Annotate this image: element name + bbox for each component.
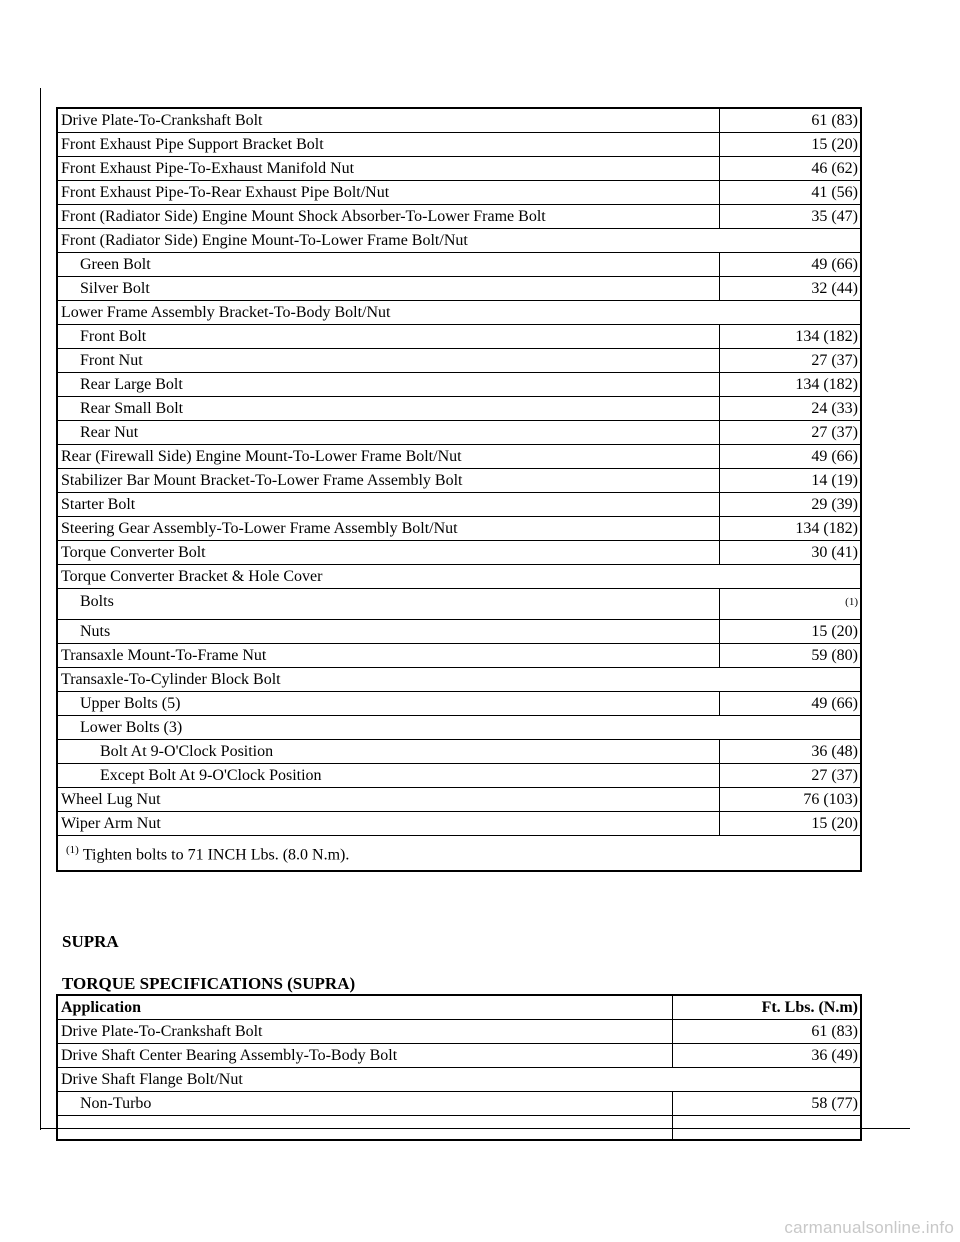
row-value: 15 (20): [720, 620, 861, 644]
row-label: Front (Radiator Side) Engine Mount-To-Lower Frame Bolt/Nut: [57, 229, 861, 253]
table-row: [57, 620, 861, 644]
row-value: 35 (47): [720, 205, 861, 229]
table-row: [57, 589, 861, 620]
table-row: [57, 716, 861, 740]
row-value: 24 (33): [720, 397, 861, 421]
row-value: 58 (77): [672, 1092, 861, 1116]
row-value: 49 (66): [720, 445, 861, 469]
table-row: [57, 373, 861, 397]
table-row: [57, 445, 861, 469]
row-label: Stabilizer Bar Mount Bracket-To-Lower Frame Assembly Bolt: [57, 469, 720, 493]
table-row: [57, 301, 861, 325]
row-label: [57, 1116, 672, 1141]
header-application: Application: [57, 995, 672, 1020]
table-row: [57, 1068, 861, 1092]
table-row: [57, 397, 861, 421]
row-value: 36 (48): [720, 740, 861, 764]
row-value: 49 (66): [720, 692, 861, 716]
table-row: [57, 1044, 861, 1068]
row-label: Drive Plate-To-Crankshaft Bolt: [57, 1020, 672, 1044]
row-label: Lower Frame Assembly Bracket-To-Body Bolt/Nut: [57, 301, 861, 325]
row-label: Bolt At 9-O'Clock Position: [57, 740, 720, 764]
table-row: [57, 668, 861, 692]
table-row: [57, 565, 861, 589]
row-value: 61 (83): [672, 1020, 861, 1044]
row-label: Front Exhaust Pipe-To-Rear Exhaust Pipe Bolt/Nut: [57, 181, 720, 205]
row-label: Rear (Firewall Side) Engine Mount-To-Lower Frame Bolt/Nut: [57, 445, 720, 469]
table-row: [57, 764, 861, 788]
row-label: Drive Shaft Center Bearing Assembly-To-Body Bolt: [57, 1044, 672, 1068]
row-label: Wiper Arm Nut: [57, 812, 720, 836]
footnote-marker: (1): [66, 844, 79, 857]
row-label: Except Bolt At 9-O'Clock Position: [57, 764, 720, 788]
table-row: [57, 349, 861, 373]
row-value: 27 (37): [720, 421, 861, 445]
row-value: (1): [720, 589, 861, 620]
row-label: Transaxle Mount-To-Frame Nut: [57, 644, 720, 668]
table-header-row: [57, 995, 861, 1020]
row-value: 32 (44): [720, 277, 861, 301]
row-value: 14 (19): [720, 469, 861, 493]
row-label: Bolts: [57, 589, 720, 620]
row-label: Non-Turbo: [57, 1092, 672, 1116]
footnote: [57, 836, 861, 872]
row-label: Nuts: [57, 620, 720, 644]
watermark: carmanualsonline.info: [784, 1218, 954, 1237]
table-row: [57, 692, 861, 716]
section-title: SUPRA: [62, 932, 119, 951]
table-title: TORQUE SPECIFICATIONS (SUPRA): [62, 974, 356, 993]
table-row: [57, 253, 861, 277]
table-row: [57, 181, 861, 205]
row-value: 49 (66): [720, 253, 861, 277]
footnote-row: [57, 836, 861, 872]
table-row: [57, 493, 861, 517]
table-row: [57, 469, 861, 493]
page-left-rule: [40, 88, 41, 1130]
row-label: Rear Large Bolt: [57, 373, 720, 397]
row-value: 134 (182): [720, 325, 861, 349]
row-label: Steering Gear Assembly-To-Lower Frame Assembly Bolt/Nut: [57, 517, 720, 541]
row-label: Torque Converter Bolt: [57, 541, 720, 565]
table-row: [57, 1092, 861, 1116]
row-value: 59 (80): [720, 644, 861, 668]
row-label: Rear Nut: [57, 421, 720, 445]
torque-table-supra: [56, 994, 862, 1141]
row-label: Front Nut: [57, 349, 720, 373]
row-value: 30 (41): [720, 541, 861, 565]
table-row: [57, 517, 861, 541]
table-row: [57, 277, 861, 301]
row-value: 36 (49): [672, 1044, 861, 1068]
row-value: 29 (39): [720, 493, 861, 517]
torque-table-continued: [56, 107, 862, 872]
table-row: [57, 157, 861, 181]
row-label: Lower Bolts (3): [57, 716, 861, 740]
table-row: [57, 541, 861, 565]
row-label: Drive Plate-To-Crankshaft Bolt: [57, 108, 720, 133]
row-value: 27 (37): [720, 349, 861, 373]
row-value: 15 (20): [720, 133, 861, 157]
row-value: [672, 1116, 861, 1141]
row-label: Transaxle-To-Cylinder Block Bolt: [57, 668, 861, 692]
row-value: 134 (182): [720, 373, 861, 397]
table-row: [57, 325, 861, 349]
table-row: [57, 229, 861, 253]
row-value: 76 (103): [720, 788, 861, 812]
row-label: Torque Converter Bracket & Hole Cover: [57, 565, 861, 589]
row-value: 134 (182): [720, 517, 861, 541]
table-row: [57, 812, 861, 836]
row-value: 46 (62): [720, 157, 861, 181]
row-label: Wheel Lug Nut: [57, 788, 720, 812]
table-row: [57, 1116, 861, 1141]
row-value: 27 (37): [720, 764, 861, 788]
table-row: [57, 421, 861, 445]
row-value: 61 (83): [720, 108, 861, 133]
row-value: 15 (20): [720, 812, 861, 836]
row-label: Front Exhaust Pipe Support Bracket Bolt: [57, 133, 720, 157]
table-row: [57, 788, 861, 812]
row-label: Front Bolt: [57, 325, 720, 349]
row-label: Front Exhaust Pipe-To-Exhaust Manifold Nut: [57, 157, 720, 181]
row-label: Drive Shaft Flange Bolt/Nut: [57, 1068, 861, 1092]
table-row: [57, 1020, 861, 1044]
row-label: Rear Small Bolt: [57, 397, 720, 421]
row-label: Silver Bolt: [57, 277, 720, 301]
header-torque: Ft. Lbs. (N.m): [672, 995, 861, 1020]
row-value: 41 (56): [720, 181, 861, 205]
row-label: Starter Bolt: [57, 493, 720, 517]
table-row: [57, 205, 861, 229]
row-label: Green Bolt: [57, 253, 720, 277]
footnote-text: Tighten bolts to 71 INCH Lbs. (8.0 N.m).: [82, 846, 350, 864]
row-label: Upper Bolts (5): [57, 692, 720, 716]
table-row: [57, 740, 861, 764]
table-row: [57, 108, 861, 133]
table-row: [57, 133, 861, 157]
row-label: Front (Radiator Side) Engine Mount Shock Absorber-To-Lower Frame Bolt: [57, 205, 720, 229]
table-row: [57, 644, 861, 668]
